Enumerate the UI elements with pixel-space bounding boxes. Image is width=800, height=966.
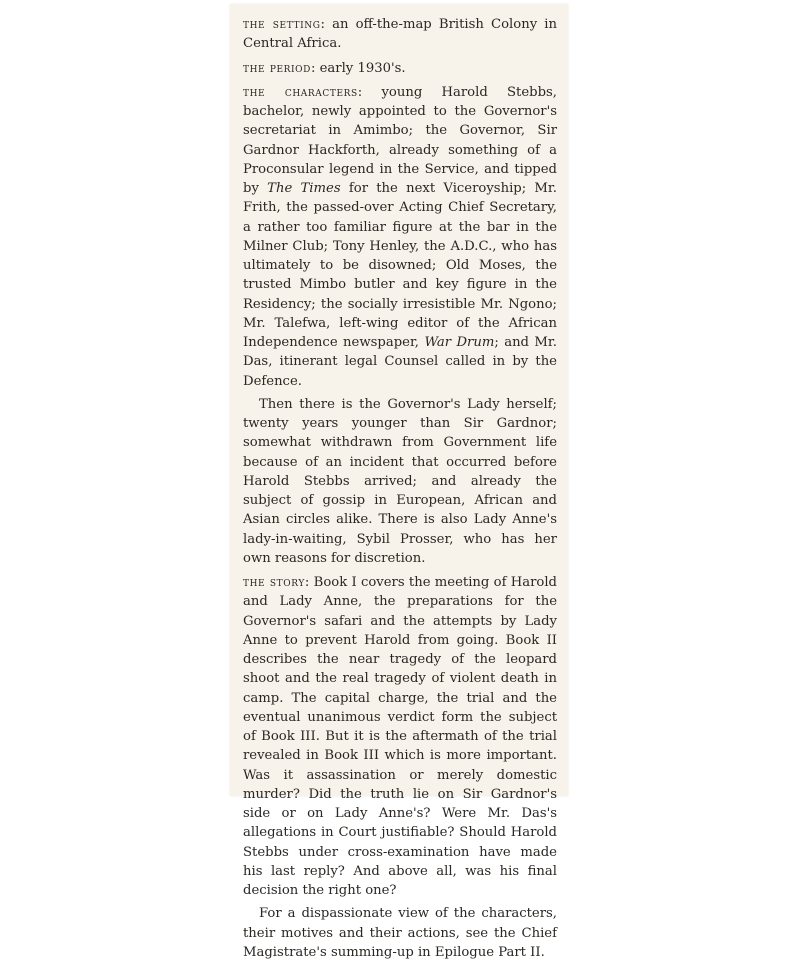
characters-text-1: : young Harold Stebbs, bachelor, newly appointed to the Governor's secretariat in Amimbo; the Governor, Sir Gardnor Hackforth, already something of a Proconsular legend in the Service, and tipped by (243, 84, 557, 196)
characters-label: the characters (243, 83, 358, 99)
page-text (243, 14, 557, 966)
characters-text-2: for the next Viceroyship; Mr. Frith, the passed-over Acting Chief Secretary, a rather too familiar figure at the bar in the Milner Club; Tony Henley, the A.D.C., who has ultimately to be disowned; Old Moses, the trusted Mimbo butler and key figure in the Residency; the socially irresistible Mr. Ngono; Mr. Talefwa, left-wing editor of the African Independence newspaper, (243, 181, 557, 350)
setting-text: : an off-the-map British Colony in Central Africa. (243, 17, 558, 52)
story-label: the story (243, 574, 305, 589)
characters-paragraph (243, 82, 557, 391)
lady-paragraph: Then there is the Governor's Lady herself; twenty years younger than Sir Gardnor; somewhat withdrawn from Government life because of an incident that occurred before Harold Stebbs arrived; and already the subject of gossip in European, African and Asian circles alike. There is also Lady Anne's lady-in-waiting, Sybil Prosser, who has her own reasons for discretion. (243, 396, 557, 566)
characters-text-3: ; and Mr. Das, itinerant legal Counsel called in by the Defence. (243, 335, 557, 389)
story-text: : Book I covers the meeting of Harold and Lady Anne, the preparations for the Governor's safari and the attempts by Lady Anne to prevent Harold from going. Book II describes the near tragedy of the leopard shoot and the real tragedy of violent death in camp. The capital charge, the trial and the eventual unanimous verdict form the subject of Book III. But it is the aftermath of the trial revealed in Book III which is more important. Was it assassination or merely domestic murder? Did the truth lie on Sir Gardnor's side or on Lady Anne's? Were Mr. Das's allegations in Court justifiable? Should Harold Stebbs under cross-examination have made his last reply? And above all, was his final decision the right one? (243, 575, 557, 898)
story-paragraph (243, 572, 557, 900)
closing-paragraph: For a dispassionate view of the characters, their motives and their actions, see the Chief Magistrate's summing-up in Epilogue Part II. (243, 906, 557, 960)
war-drum-title: War Drum (424, 335, 495, 350)
setting-label: the setting (243, 16, 321, 31)
period-text: : early 1930's. (310, 60, 406, 76)
book-page (230, 4, 568, 960)
times-title: The Times (267, 181, 341, 196)
period-paragraph (243, 58, 557, 78)
period-label: the period (243, 59, 311, 75)
setting-paragraph (243, 14, 557, 54)
